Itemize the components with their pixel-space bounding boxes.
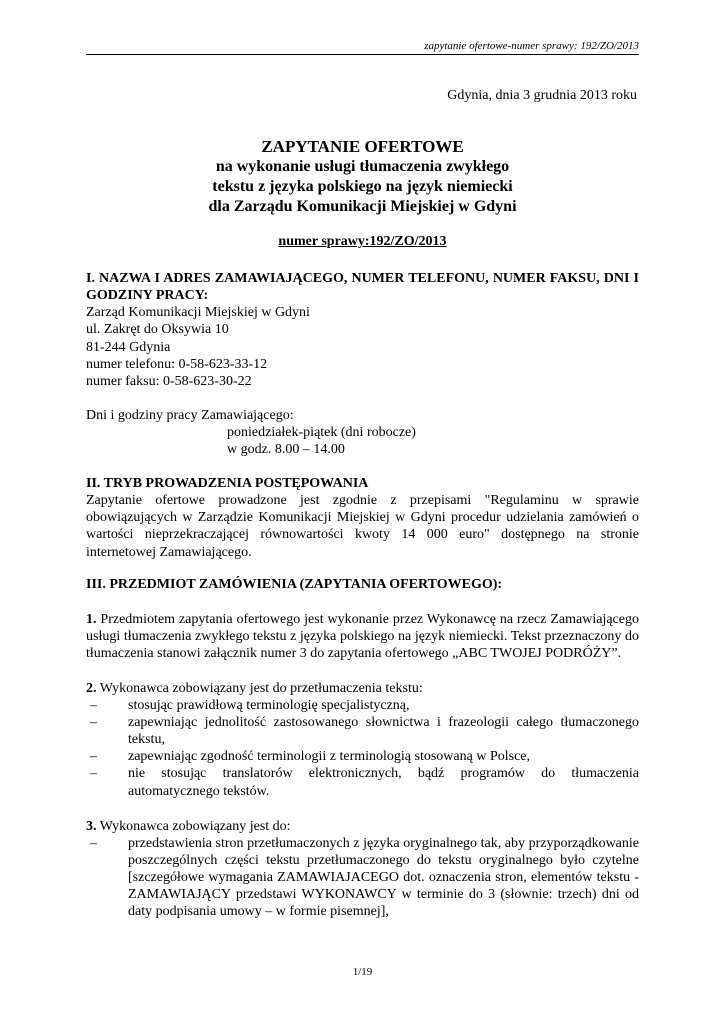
header-text: zapytanie ofertowe-numer sprawy: 192/ZO/2013 xyxy=(424,40,639,52)
list-item-text: zapewniając zgodność terminologii z terminologią stosowaną w Polsce, xyxy=(128,749,531,765)
title-line: na wykonanie usługi tłumaczenia zwykłego xyxy=(215,158,510,176)
title-line: dla Zarządu Komunikacji Miejskiej w Gdyni xyxy=(208,198,517,216)
paragraph-text: Wykonawca zobowiązany jest do przetłumaczenia tekstu: xyxy=(96,680,423,696)
list-item xyxy=(86,835,639,920)
dash-bullet: – xyxy=(90,715,97,731)
dash-bullet: – xyxy=(90,835,97,851)
list-item xyxy=(86,697,639,714)
paragraph-2-list xyxy=(86,697,639,800)
document-body xyxy=(86,87,639,920)
section-1 xyxy=(86,270,639,458)
list-item xyxy=(86,748,639,765)
title-block xyxy=(86,137,639,217)
list-item-text: stosując prawidłową terminologię specjalistyczną, xyxy=(128,698,410,714)
paragraph-3 xyxy=(86,818,639,835)
section-2-text: Zapytanie ofertowe prowadzone jest zgodnie z przepisami "Regulaminu w sprawie obowiązujących w Zarządzie Komunikacji Miejskiej w Gdyni procedur udzielania zamówień o wartości nieprzekraczającej równowartości kwoty 14 000 euro" dostępnego na stronie internetowej Zamawiającego. xyxy=(86,493,639,560)
paragraph-text: Wykonawca zobowiązany jest do: xyxy=(96,818,291,834)
paragraph-number: 2. xyxy=(86,680,97,696)
list-item-text: zapewniając jednolitość zastosowanego słownictwa i frazeologii całego tłumaczonego tekstu, xyxy=(128,715,639,748)
case-number: numer sprawy:192/ZO/2013 xyxy=(278,234,447,250)
page-header xyxy=(86,40,639,55)
section-3 xyxy=(86,576,639,921)
title-line: tekstu z języka polskiego na język niemiecki xyxy=(212,178,513,196)
section-2-heading: II. TRYB PROWADZENIA POSTĘPOWANIA xyxy=(86,476,369,492)
page-footer xyxy=(0,966,725,978)
date-line: Gdynia, dnia 3 grudnia 2013 roku xyxy=(447,88,637,103)
dash-bullet: – xyxy=(90,766,97,782)
dash-bullet: – xyxy=(90,749,97,765)
address-line: ul. Zakręt do Oksywia 10 xyxy=(86,322,229,338)
section-2 xyxy=(86,475,639,560)
hours-days: poniedziałek-piątek (dni robocze) xyxy=(227,424,416,440)
paragraph-3-list xyxy=(86,835,639,920)
section-3-heading: III. PRZEDMIOT ZAMÓWIENIA (ZAPYTANIA OFERTOWEGO): xyxy=(86,576,503,592)
paragraph-1 xyxy=(86,611,639,662)
hours-label: Dni i godziny pracy Zamawiającego: xyxy=(86,407,294,423)
list-item-text: przedstawienia stron przetłumaczonych z języka oryginalnego tak, aby przyporządkowanie poszczególnych części tekstu przetłumaczonego do tekstu oryginalnego było czytelne [szczegółowe wymagania ZAMAWIAJACEGO dot. oznaczenia stron, elementów tekstu - ZAMAWIAJĄCY przedstawi WYKONAWCY w terminie do 3 (słownie: trzech) dni od daty podpisania umowy – w formie pisemnej], xyxy=(128,835,639,920)
address-line: Zarząd Komunikacji Miejskiej w Gdyni xyxy=(86,305,310,321)
address-line: numer telefonu: 0-58-623-33-12 xyxy=(86,356,268,372)
paragraph-text: Przedmiotem zapytania ofertowego jest wykonanie przez Wykonawcę na rzecz Zamawiającego usługi tłumaczenia zwykłego tekstu z języka polskiego na język niemiecki. Tekst przeznaczony do tłumaczenia stanowi załącznik numer 3 do zapytania ofertowego „ABC TWOJEJ PODRÓŻY”. xyxy=(86,611,639,661)
paragraph-2 xyxy=(86,680,639,697)
address-line: numer faksu: 0-58-623-30-22 xyxy=(86,373,252,389)
paragraph-number: 1. xyxy=(86,611,97,627)
hours-time: w godz. 8.00 – 14.00 xyxy=(227,442,345,458)
section-1-heading: I. NAZWA I ADRES ZAMAWIAJĄCEGO, NUMER TELEFONU, NUMER FAKSU, DNI I GODZINY PRACY: xyxy=(86,271,639,304)
address-line: 81-244 Gdynia xyxy=(86,339,171,355)
list-item xyxy=(86,765,639,799)
hours-block xyxy=(86,424,639,458)
title-main: ZAPYTANIE OFERTOWE xyxy=(261,137,464,157)
list-item-text: nie stosując translatorów elektronicznych, bądź programów do tłumaczenia automatycznego tekstów. xyxy=(128,766,639,799)
paragraph-number: 3. xyxy=(86,818,97,834)
list-item xyxy=(86,714,639,748)
dash-bullet: – xyxy=(90,698,97,714)
page-number: 1/19 xyxy=(352,966,373,978)
